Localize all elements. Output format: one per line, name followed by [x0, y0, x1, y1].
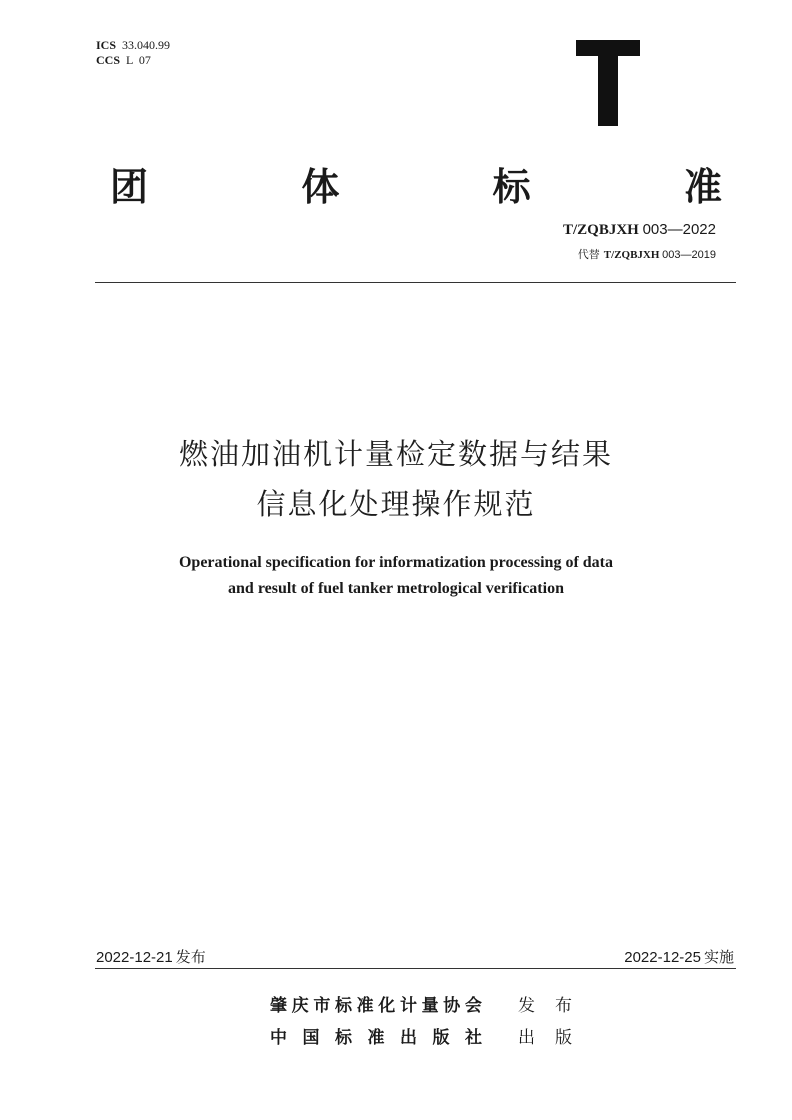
title-en-line1: Operational specification for informatization processing of data [178, 554, 614, 571]
ccs-value: L 07 [126, 53, 151, 67]
issuer-action [518, 991, 572, 1016]
ics-label: ICS [96, 38, 117, 52]
header-divider [95, 282, 736, 283]
issuer-char: 肇 [270, 996, 287, 1016]
implement-date-value: 2022-12-25 [624, 949, 701, 966]
publisher-char: 社 [465, 1028, 482, 1048]
standard-logo-t [576, 40, 640, 126]
ccs-label: CCS [96, 53, 121, 67]
issuer-char: 化 [378, 996, 396, 1016]
standard-number-prefix: T/ZQBJXH [562, 222, 639, 238]
standard-kind-char: 体 [301, 164, 340, 209]
publisher-name [270, 1023, 482, 1048]
issuer-char: 市 [313, 996, 331, 1016]
replaces-label: 代替 [577, 248, 600, 261]
standard-kind [110, 158, 722, 208]
publisher-char: 版 [432, 1028, 450, 1048]
publisher-char: 准 [367, 1028, 385, 1048]
classification-codes [96, 38, 170, 68]
standard-kind-char: 标 [492, 164, 531, 209]
standard-number [563, 221, 716, 239]
publisher-action-char: 版 [555, 1028, 572, 1048]
ccs-line [96, 53, 170, 68]
issuer-char: 计 [399, 996, 417, 1016]
publisher-char: 出 [400, 1028, 417, 1048]
standard-kind-char: 团 [110, 164, 149, 209]
replaces-standard [578, 246, 716, 262]
publisher-char: 国 [302, 1028, 320, 1048]
issuer-action-char: 发 [518, 996, 535, 1016]
publisher-action [518, 1023, 572, 1048]
replaces-number: 003—2019 [662, 249, 716, 261]
issuer-publisher [270, 1023, 572, 1048]
publish-date-value: 2022-12-21 [96, 949, 173, 966]
publish-date [96, 946, 206, 967]
implement-date-suffix: 实施 [703, 948, 734, 966]
standard-kind-char: 准 [683, 164, 722, 209]
issuer-char: 庆 [291, 996, 309, 1016]
issuer-name [270, 991, 482, 1016]
title-en-line2: and result of fuel tanker metrological verification [228, 580, 564, 597]
issuer-action-char: 布 [555, 996, 572, 1016]
publisher-char: 中 [270, 1028, 287, 1048]
title-cn-line1: 燃油加油机计量检定数据与结果 [178, 437, 613, 471]
ics-value: 33.040.99 [122, 38, 171, 52]
implement-date [624, 946, 734, 967]
standard-number-value: 003—2022 [642, 221, 716, 238]
ics-line [96, 38, 170, 53]
issuer-char: 准 [356, 996, 374, 1016]
replaces-prefix: T/ZQBJXH [603, 249, 660, 261]
issuer-char: 量 [421, 996, 439, 1016]
footer-divider [95, 968, 736, 969]
title-cn-line2: 信息化处理操作规范 [256, 487, 536, 521]
publisher-action-char: 出 [518, 1028, 535, 1048]
issuer-char: 标 [334, 996, 352, 1016]
issuer-association [270, 991, 572, 1016]
publisher-char: 标 [335, 1028, 352, 1048]
issuer-char: 会 [464, 996, 482, 1016]
logo-t-stem [598, 40, 618, 126]
publish-date-suffix: 发布 [175, 948, 206, 966]
issuer-char: 协 [443, 996, 461, 1016]
